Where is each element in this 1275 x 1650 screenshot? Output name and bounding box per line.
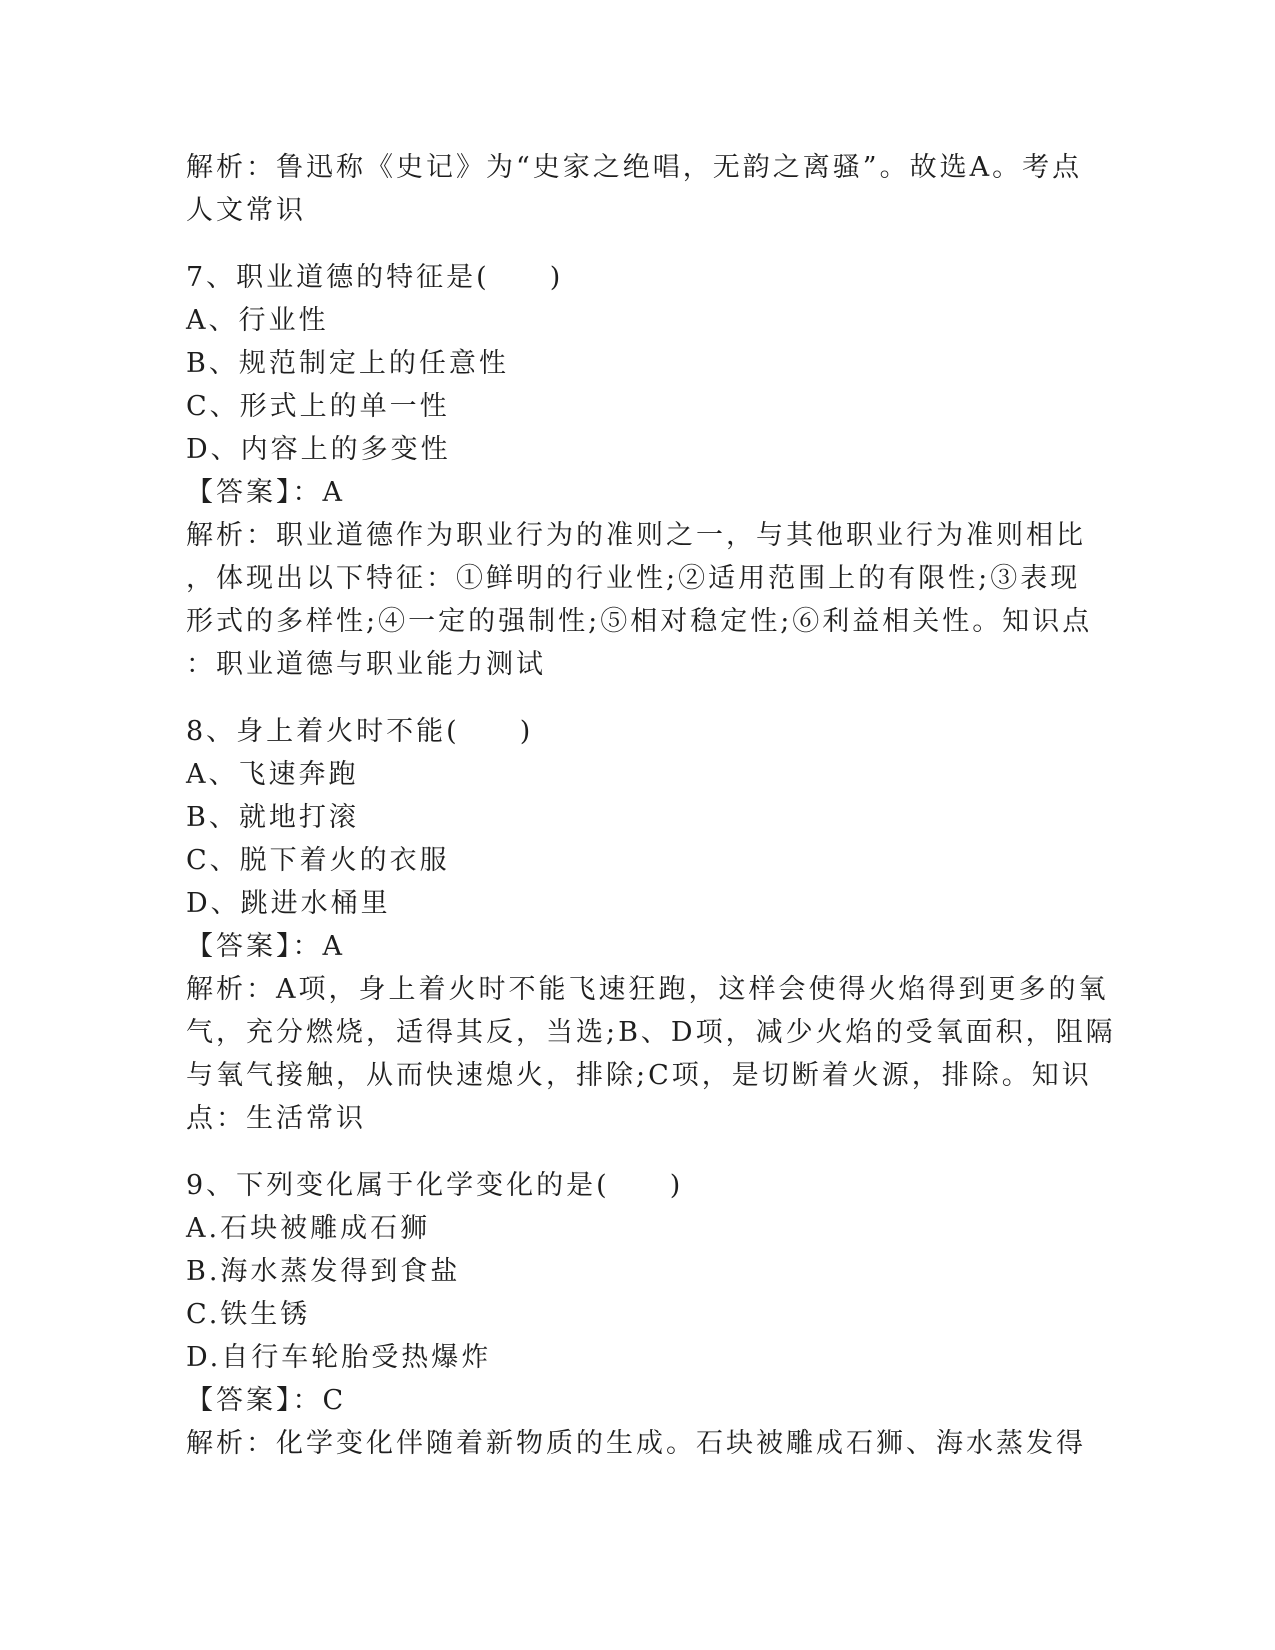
option-d: D.自行车轮胎受热爆炸 <box>186 1342 492 1373</box>
intro-explanation <box>186 146 1086 232</box>
explanation-line: 点：生活常识 <box>186 1103 366 1134</box>
option-c: C.铁生锈 <box>186 1299 311 1330</box>
question-7 <box>186 256 1093 686</box>
document-body <box>186 146 1116 1465</box>
explanation-line: 解析：职业道德作为职业行为的准则之一，与其他职业行为准则相比 <box>186 520 1086 551</box>
option-d: D、内容上的多变性 <box>186 434 451 465</box>
option-a: A、行业性 <box>186 305 329 336</box>
spacer <box>186 232 1086 256</box>
option-b: B、就地打滚 <box>186 802 359 833</box>
question-stem: 8、身上着火时不能( ) <box>186 716 534 747</box>
explanation-line: ，体现出以下特征：①鲜明的行业性;②适用范围上的有限性;③表现 <box>186 563 1081 594</box>
explanation-line: 解析：A项，身上着火时不能飞速狂跑，这样会使得火焰得到更多的氧 <box>186 974 1109 1005</box>
answer-line: 【答案】：C <box>186 1385 347 1416</box>
explanation-line: 解析：鲁迅称《史记》为“史家之绝唱，无韵之离骚”。故选A。考点 <box>186 152 1083 183</box>
explanation-line: 人文常识 <box>186 195 306 226</box>
option-b: B.海水蒸发得到食盐 <box>186 1256 461 1287</box>
option-c: C、脱下着火的衣服 <box>186 845 450 876</box>
explanation-line: 气，充分燃烧，适得其反，当选;B、D项，减少火焰的受氧面积，阻隔 <box>186 1017 1116 1048</box>
spacer <box>186 686 1086 710</box>
explanation-line: ：职业道德与职业能力测试 <box>186 649 546 680</box>
question-8 <box>186 710 1116 1140</box>
option-b: B、规范制定上的任意性 <box>186 348 509 379</box>
explanation-line: 与氧气接触，从而快速熄火，排除;C项，是切断着火源，排除。知识 <box>186 1060 1092 1091</box>
answer-line: 【答案】：A <box>186 477 345 508</box>
spacer <box>186 1140 1086 1164</box>
option-c: C、形式上的单一性 <box>186 391 450 422</box>
explanation-line: 形式的多样性;④一定的强制性;⑤相对稳定性;⑥利益相关性。知识点 <box>186 606 1093 637</box>
question-stem: 9、下列变化属于化学变化的是( ) <box>186 1170 684 1201</box>
explanation-line: 解析：化学变化伴随着新物质的生成。石块被雕成石狮、海水蒸发得 <box>186 1428 1086 1459</box>
question-9 <box>186 1164 1086 1465</box>
question-stem: 7、职业道德的特征是( ) <box>186 262 564 293</box>
option-d: D、跳进水桶里 <box>186 888 391 919</box>
answer-line: 【答案】：A <box>186 931 345 962</box>
option-a: A、飞速奔跑 <box>186 759 359 790</box>
option-a: A.石块被雕成石狮 <box>186 1213 431 1244</box>
